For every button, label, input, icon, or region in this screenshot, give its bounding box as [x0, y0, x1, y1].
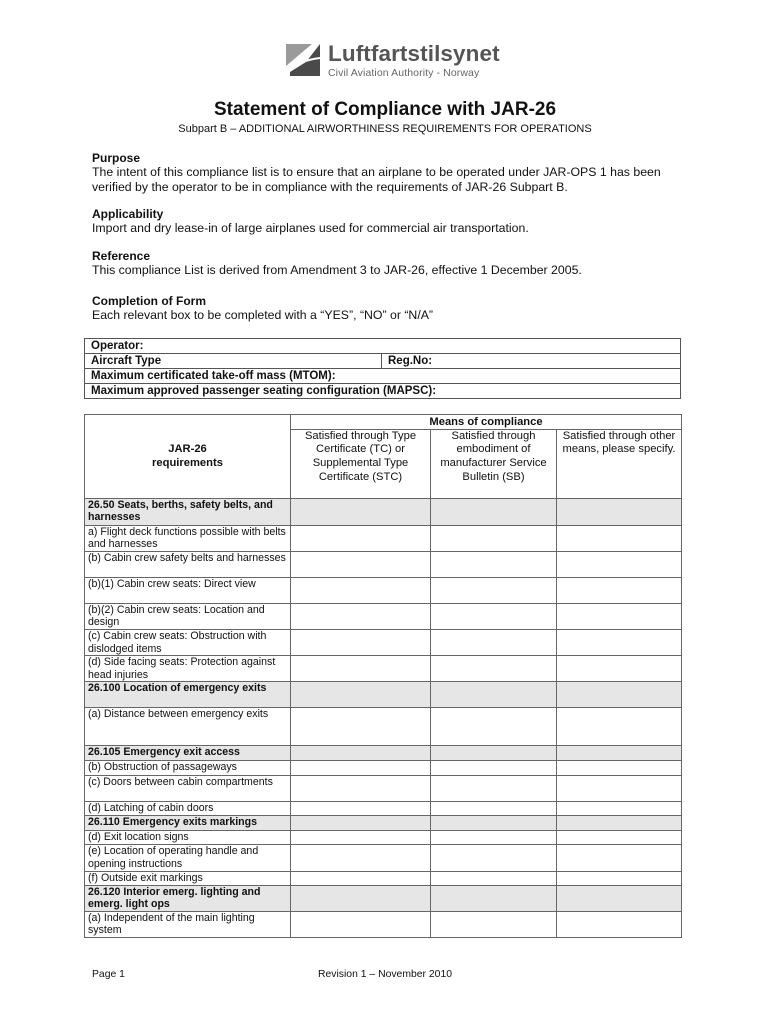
luftfartstilsynet-logo-icon	[286, 42, 322, 78]
other-means-cell[interactable]	[557, 629, 682, 655]
table-row	[85, 708, 682, 746]
requirement-cell: (d) Exit location signs	[85, 831, 291, 845]
tc-stc-cell[interactable]	[291, 871, 431, 885]
table-row	[85, 629, 682, 655]
table-row-section	[85, 885, 682, 911]
sb-cell[interactable]	[431, 831, 557, 845]
requirement-cell: 26.100 Location of emergency exits	[85, 682, 291, 708]
purpose-heading: Purpose	[92, 151, 141, 165]
other-means-cell[interactable]	[557, 746, 682, 761]
other-means-cell[interactable]	[557, 885, 682, 911]
table-row	[85, 656, 682, 682]
logo-name: Luftfartstilsynet	[328, 41, 500, 66]
purpose-text: The intent of this compliance list is to ensure that an airplane to be operated under JAR-OPS 1 has been verified by the operator to be in compliance with the requirements of JAR-26 Subpart B.	[92, 165, 661, 194]
requirement-cell: a) Flight deck functions possible with belts and harnesses	[85, 525, 291, 551]
means-of-compliance-header: Means of compliance	[291, 415, 682, 430]
requirement-cell: (b)(1) Cabin crew seats: Direct view	[85, 577, 291, 603]
sb-cell[interactable]	[431, 761, 557, 776]
page-number: Page 1	[92, 969, 125, 980]
aircraft-type-field[interactable]	[85, 354, 382, 369]
sb-cell[interactable]	[431, 911, 557, 937]
other-means-cell[interactable]	[557, 845, 682, 871]
other-means-cell[interactable]	[557, 831, 682, 845]
sb-cell[interactable]	[431, 871, 557, 885]
reference-text: This compliance List is derived from Amendment 3 to JAR-26, effective 1 December 2005.	[92, 263, 582, 277]
sb-cell[interactable]	[431, 551, 557, 577]
tc-stc-cell[interactable]	[291, 708, 431, 746]
other-means-cell[interactable]	[557, 498, 682, 525]
table-row	[85, 551, 682, 577]
table-row	[85, 911, 682, 937]
tc-stc-cell[interactable]	[291, 498, 431, 525]
tc-stc-cell[interactable]	[291, 551, 431, 577]
sb-cell[interactable]	[431, 577, 557, 603]
logo-subtitle: Civil Aviation Authority - Norway	[328, 67, 480, 79]
tc-stc-cell[interactable]	[291, 603, 431, 629]
sb-cell[interactable]	[431, 629, 557, 655]
other-means-cell[interactable]	[557, 802, 682, 816]
other-means-cell[interactable]	[557, 603, 682, 629]
requirement-cell: (c) Cabin crew seats: Obstruction with dislodged items	[85, 629, 291, 655]
requirements-column-header	[85, 415, 291, 499]
sb-cell[interactable]	[431, 746, 557, 761]
compliance-table	[84, 414, 682, 938]
tc-stc-cell[interactable]	[291, 629, 431, 655]
mapsc-field[interactable]	[85, 384, 681, 399]
tc-stc-cell[interactable]	[291, 525, 431, 551]
table-row	[85, 525, 682, 551]
requirement-cell: (c) Doors between cabin compartments	[85, 776, 291, 802]
reg-no-label: Reg.No:	[388, 354, 433, 367]
other-means-cell[interactable]	[557, 577, 682, 603]
other-means-cell[interactable]	[557, 656, 682, 682]
mtom-row	[85, 369, 681, 384]
requirement-cell: 26.120 Interior emerg. lighting and emerg. light ops	[85, 885, 291, 911]
tc-stc-cell[interactable]	[291, 831, 431, 845]
table-row	[85, 577, 682, 603]
tc-stc-cell[interactable]	[291, 682, 431, 708]
aircraft-type-label: Aircraft Type	[91, 354, 162, 367]
tc-stc-cell[interactable]	[291, 802, 431, 816]
means-header-row	[85, 415, 682, 430]
tc-stc-cell[interactable]	[291, 816, 431, 831]
requirement-cell: (d) Latching of cabin doors	[85, 802, 291, 816]
applicability-text: Import and dry lease-in of large airplanes used for commercial air transportation.	[92, 221, 529, 235]
other-means-cell[interactable]	[557, 551, 682, 577]
table-row	[85, 761, 682, 776]
mtom-field[interactable]	[85, 369, 681, 384]
other-means-cell[interactable]	[557, 911, 682, 937]
revision-info: Revision 1 – November 2010	[318, 969, 452, 980]
sb-cell[interactable]	[431, 802, 557, 816]
aircraft-type-row	[85, 354, 681, 369]
requirement-cell: (f) Outside exit markings	[85, 871, 291, 885]
req-header-line2: requirements	[152, 457, 223, 470]
other-means-cell[interactable]	[557, 816, 682, 831]
requirement-cell: (d) Side facing seats: Protection against head injuries	[85, 656, 291, 682]
other-means-cell[interactable]	[557, 871, 682, 885]
tc-stc-column-header: Satisfied through Type Certificate (TC) or Supplemental Type Certificate (STC)	[291, 429, 431, 498]
tc-stc-cell[interactable]	[291, 911, 431, 937]
sb-cell[interactable]	[431, 708, 557, 746]
reference-heading: Reference	[92, 249, 151, 263]
requirement-cell: 26.105 Emergency exit access	[85, 746, 291, 761]
sb-cell[interactable]	[431, 656, 557, 682]
page-subtitle: Subpart B – ADDITIONAL AIRWORTHINESS REQUIREMENTS FOR OPERATIONS	[178, 123, 592, 135]
other-means-cell[interactable]	[557, 682, 682, 708]
reg-no-field[interactable]	[382, 354, 681, 369]
requirement-cell: (b)(2) Cabin crew seats: Location and design	[85, 603, 291, 629]
sb-cell[interactable]	[431, 816, 557, 831]
other-means-cell[interactable]	[557, 761, 682, 776]
table-row	[85, 831, 682, 845]
requirement-cell: (a) Independent of the main lighting system	[85, 911, 291, 937]
tc-stc-cell[interactable]	[291, 746, 431, 761]
tc-stc-cell[interactable]	[291, 845, 431, 871]
tc-stc-cell[interactable]	[291, 656, 431, 682]
other-means-cell[interactable]	[557, 525, 682, 551]
sb-cell[interactable]	[431, 776, 557, 802]
other-means-cell[interactable]	[557, 776, 682, 802]
req-header-line1: JAR-26	[168, 443, 207, 456]
requirement-cell: 26.50 Seats, berths, safety belts, and harnesses	[85, 498, 291, 525]
other-means-cell[interactable]	[557, 708, 682, 746]
tc-stc-cell[interactable]	[291, 577, 431, 603]
requirement-cell: (a) Distance between emergency exits	[85, 708, 291, 746]
table-row-section	[85, 746, 682, 761]
requirement-cell: (e) Location of operating handle and opening instructions	[85, 845, 291, 871]
sb-column-header: Satisfied through embodiment of manufacturer Service Bulletin (SB)	[431, 429, 557, 498]
table-row-section	[85, 682, 682, 708]
sb-cell[interactable]	[431, 498, 557, 525]
operator-label: Operator:	[91, 339, 144, 352]
table-row	[85, 776, 682, 802]
requirement-cell: (b) Cabin crew safety belts and harnesses	[85, 551, 291, 577]
tc-stc-cell[interactable]	[291, 761, 431, 776]
mtom-label: Maximum certificated take-off mass (MTOM):	[91, 369, 336, 382]
table-row	[85, 603, 682, 629]
applicability-section	[92, 207, 692, 236]
mapsc-row	[85, 384, 681, 399]
table-row-section	[85, 498, 682, 525]
operator-row	[85, 339, 681, 354]
reference-section	[92, 249, 692, 278]
table-row-section	[85, 816, 682, 831]
requirement-cell: 26.110 Emergency exits markings	[85, 816, 291, 831]
sb-cell[interactable]	[431, 845, 557, 871]
tc-stc-cell[interactable]	[291, 776, 431, 802]
sb-cell[interactable]	[431, 885, 557, 911]
applicability-heading: Applicability	[92, 207, 164, 221]
page-title: Statement of Compliance with JAR-26	[213, 99, 557, 120]
table-row	[85, 845, 682, 871]
completion-heading: Completion of Form	[92, 294, 206, 308]
tc-stc-cell[interactable]	[291, 885, 431, 911]
sb-cell[interactable]	[431, 525, 557, 551]
table-row	[85, 802, 682, 816]
logo	[286, 42, 500, 82]
sb-cell[interactable]	[431, 682, 557, 708]
sb-cell[interactable]	[431, 603, 557, 629]
other-means-column-header: Satisfied through other means, please specify.	[557, 429, 682, 498]
operator-field[interactable]	[85, 339, 681, 354]
requirement-cell: (b) Obstruction of passageways	[85, 761, 291, 776]
purpose-section	[92, 151, 692, 195]
aircraft-info-table	[84, 338, 681, 399]
mapsc-label: Maximum approved passenger seating configuration (MAPSC):	[91, 384, 437, 397]
completion-text: Each relevant box to be completed with a “YES”, “NO” or “N/A”	[92, 308, 434, 322]
completion-section	[92, 294, 692, 323]
table-row	[85, 871, 682, 885]
